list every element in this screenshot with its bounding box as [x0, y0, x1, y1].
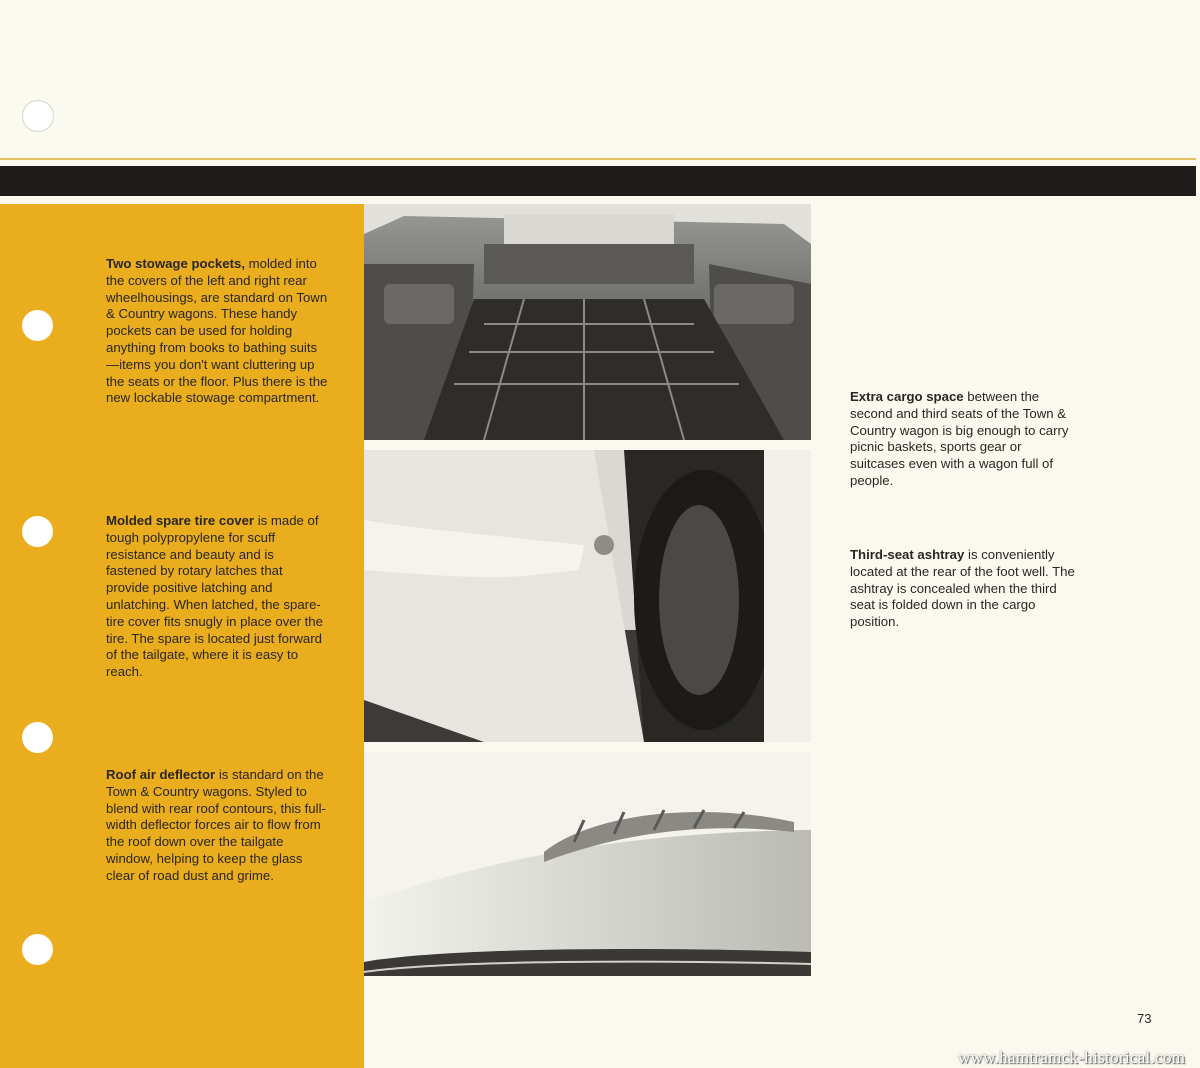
binder-hole [22, 516, 53, 547]
feature-text: is standard on the Town & Country wagons. Styled to blend with rear roof contours, this full-width deflector forces air to flow from the roof down over the tailgate window, helping to keep the glass clear of road dust and grime. [106, 767, 326, 883]
feature-heading: Molded spare tire cover [106, 513, 255, 528]
gold-rule [0, 158, 1196, 160]
feature-heading: Extra cargo space [850, 389, 964, 404]
feature-text: is made of tough polypropylene for scuff resistance and beauty and is fastened by rotary latches that provide positive latching and unlatching. When latched, the spare-tire cover fits snugly in place over the tire. The spare is located just forward of the tailgate, where it is easy to reach. [106, 513, 323, 680]
feature-text: is conveniently located at the rear of the foot well. The ashtray is concealed when the third seat is folded down in the cargo position. [850, 547, 1075, 630]
page-number: 73 [1137, 1011, 1152, 1026]
feature-heading: Third-seat ashtray [850, 547, 965, 562]
header-bar [0, 166, 1196, 196]
binder-hole [22, 310, 53, 341]
feature-text: molded into the covers of the left and right rear wheelhousings, are standard on Town & Country wagons. These handy pockets can be used for holding anything from books to bathing suits —items you don't want cluttering up the seats or the floor. Plus there is the new lockable stowage compartment. [106, 256, 328, 406]
feature-heading: Two stowage pockets, [106, 256, 245, 271]
page-header [0, 0, 1200, 160]
watermark-url: www.hamtramck-historical.com [958, 1048, 1186, 1067]
feature-roof-air-deflector [106, 767, 328, 885]
feature-extra-cargo-space [850, 389, 1080, 490]
roof-air-deflector-photo [364, 752, 811, 976]
binder-hole [22, 722, 53, 753]
binder-hole [22, 934, 53, 965]
feature-stowage-pockets [106, 256, 328, 407]
spare-tire-cover-photo [364, 450, 811, 742]
feature-text: between the second and third seats of the Town & Country wagon is big enough to carry picnic baskets, sports gear or suitcases even with a wagon full of people. [850, 389, 1069, 488]
feature-third-seat-ashtray [850, 547, 1080, 631]
feature-heading: Roof air deflector [106, 767, 216, 782]
cargo-area-photo [364, 204, 811, 440]
feature-spare-tire-cover [106, 513, 328, 681]
binder-hole [22, 100, 54, 132]
